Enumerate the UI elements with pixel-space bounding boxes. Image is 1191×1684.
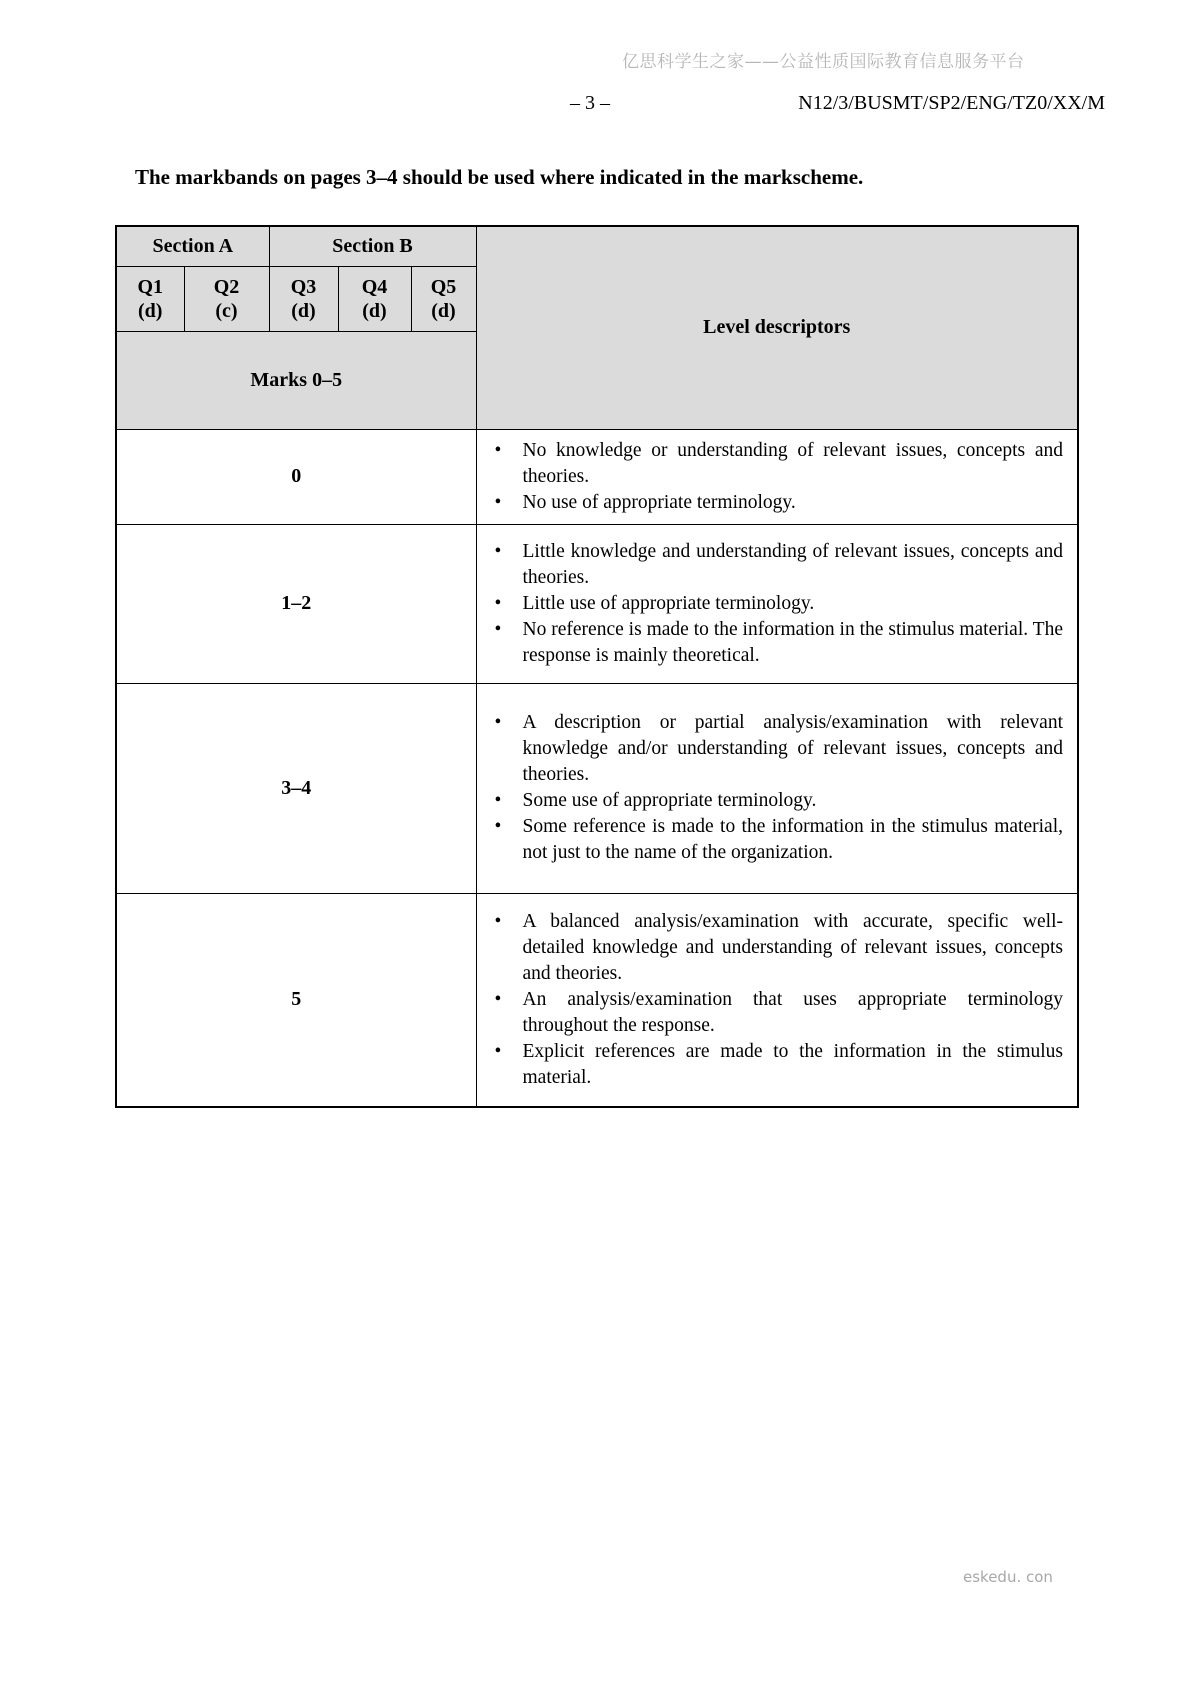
descriptor-item: • Little knowledge and understanding of relevant issues, concepts and theories. xyxy=(487,539,1064,591)
top-watermark-text: 亿思科学生之家——公益性质国际教育信息服务平台 xyxy=(622,52,1025,72)
section-b-header: Section B xyxy=(269,226,476,266)
descriptor-item: • No use of appropriate terminology. xyxy=(487,490,1064,516)
descriptor-list xyxy=(487,438,1064,516)
descriptor-item: • An analysis/examination that uses appropriate terminology throughout the response. xyxy=(487,987,1064,1039)
markbands-table xyxy=(115,225,1079,1108)
table-row-band-5 xyxy=(116,893,1078,1107)
descriptor-item: • Some reference is made to the information in the stimulus material, not just to the name of the organization. xyxy=(487,814,1064,866)
question-part: (d) xyxy=(291,299,316,322)
descriptor-cell xyxy=(476,683,1078,893)
descriptor-cell xyxy=(476,524,1078,683)
descriptor-item: • Little use of appropriate terminology. xyxy=(487,591,1064,617)
table-row-sections xyxy=(116,226,1078,266)
question-part: (c) xyxy=(215,299,238,322)
question-header-q1 xyxy=(116,266,184,331)
level-descriptors-header: Level descriptors xyxy=(476,226,1078,429)
footer-watermark-text: eskedu. con xyxy=(963,1568,1053,1586)
descriptor-item: • No knowledge or understanding of relevant issues, concepts and theories. xyxy=(487,438,1064,490)
question-label: Q4 xyxy=(361,275,388,298)
marks-value: 0 xyxy=(116,429,476,524)
descriptor-cell xyxy=(476,429,1078,524)
descriptor-list xyxy=(487,909,1064,1091)
question-header-q3 xyxy=(269,266,338,331)
marks-range-header: Marks 0–5 xyxy=(116,331,476,429)
question-label: Q1 xyxy=(137,275,164,298)
question-part: (d) xyxy=(138,299,163,322)
marks-value: 5 xyxy=(116,893,476,1107)
descriptor-item: • No reference is made to the information in the stimulus material. The response is mainly theoretical. xyxy=(487,617,1064,669)
page-number: – 3 – xyxy=(570,92,610,114)
question-part: (d) xyxy=(362,299,387,322)
question-header-q2 xyxy=(184,266,269,331)
descriptor-list xyxy=(487,710,1064,866)
question-part: (d) xyxy=(431,299,456,322)
descriptor-item: • Explicit references are made to the information in the stimulus material. xyxy=(487,1039,1064,1091)
marks-value: 3–4 xyxy=(116,683,476,893)
descriptor-cell xyxy=(476,893,1078,1107)
descriptor-list xyxy=(487,539,1064,669)
descriptor-item: • A balanced analysis/examination with accurate, specific well-detailed knowledge and understanding of relevant issues, concepts and theories. xyxy=(487,909,1064,987)
section-a-header: Section A xyxy=(116,226,269,266)
page-title: The markbands on pages 3–4 should be used where indicated in the markscheme. xyxy=(135,165,864,189)
document-code: N12/3/BUSMT/SP2/ENG/TZ0/XX/M xyxy=(798,92,1105,114)
question-label: Q2 xyxy=(213,275,240,298)
question-label: Q3 xyxy=(290,275,317,298)
question-header-q4 xyxy=(338,266,411,331)
table-row-band-0 xyxy=(116,429,1078,524)
question-header-q5 xyxy=(411,266,476,331)
question-label: Q5 xyxy=(430,275,457,298)
descriptor-item: • Some use of appropriate terminology. xyxy=(487,788,1064,814)
table-row-band-3-4 xyxy=(116,683,1078,893)
marks-value: 1–2 xyxy=(116,524,476,683)
table-row-band-1-2 xyxy=(116,524,1078,683)
descriptor-item: • A description or partial analysis/examination with relevant knowledge and/or understanding of relevant issues, concepts and theories. xyxy=(487,710,1064,788)
